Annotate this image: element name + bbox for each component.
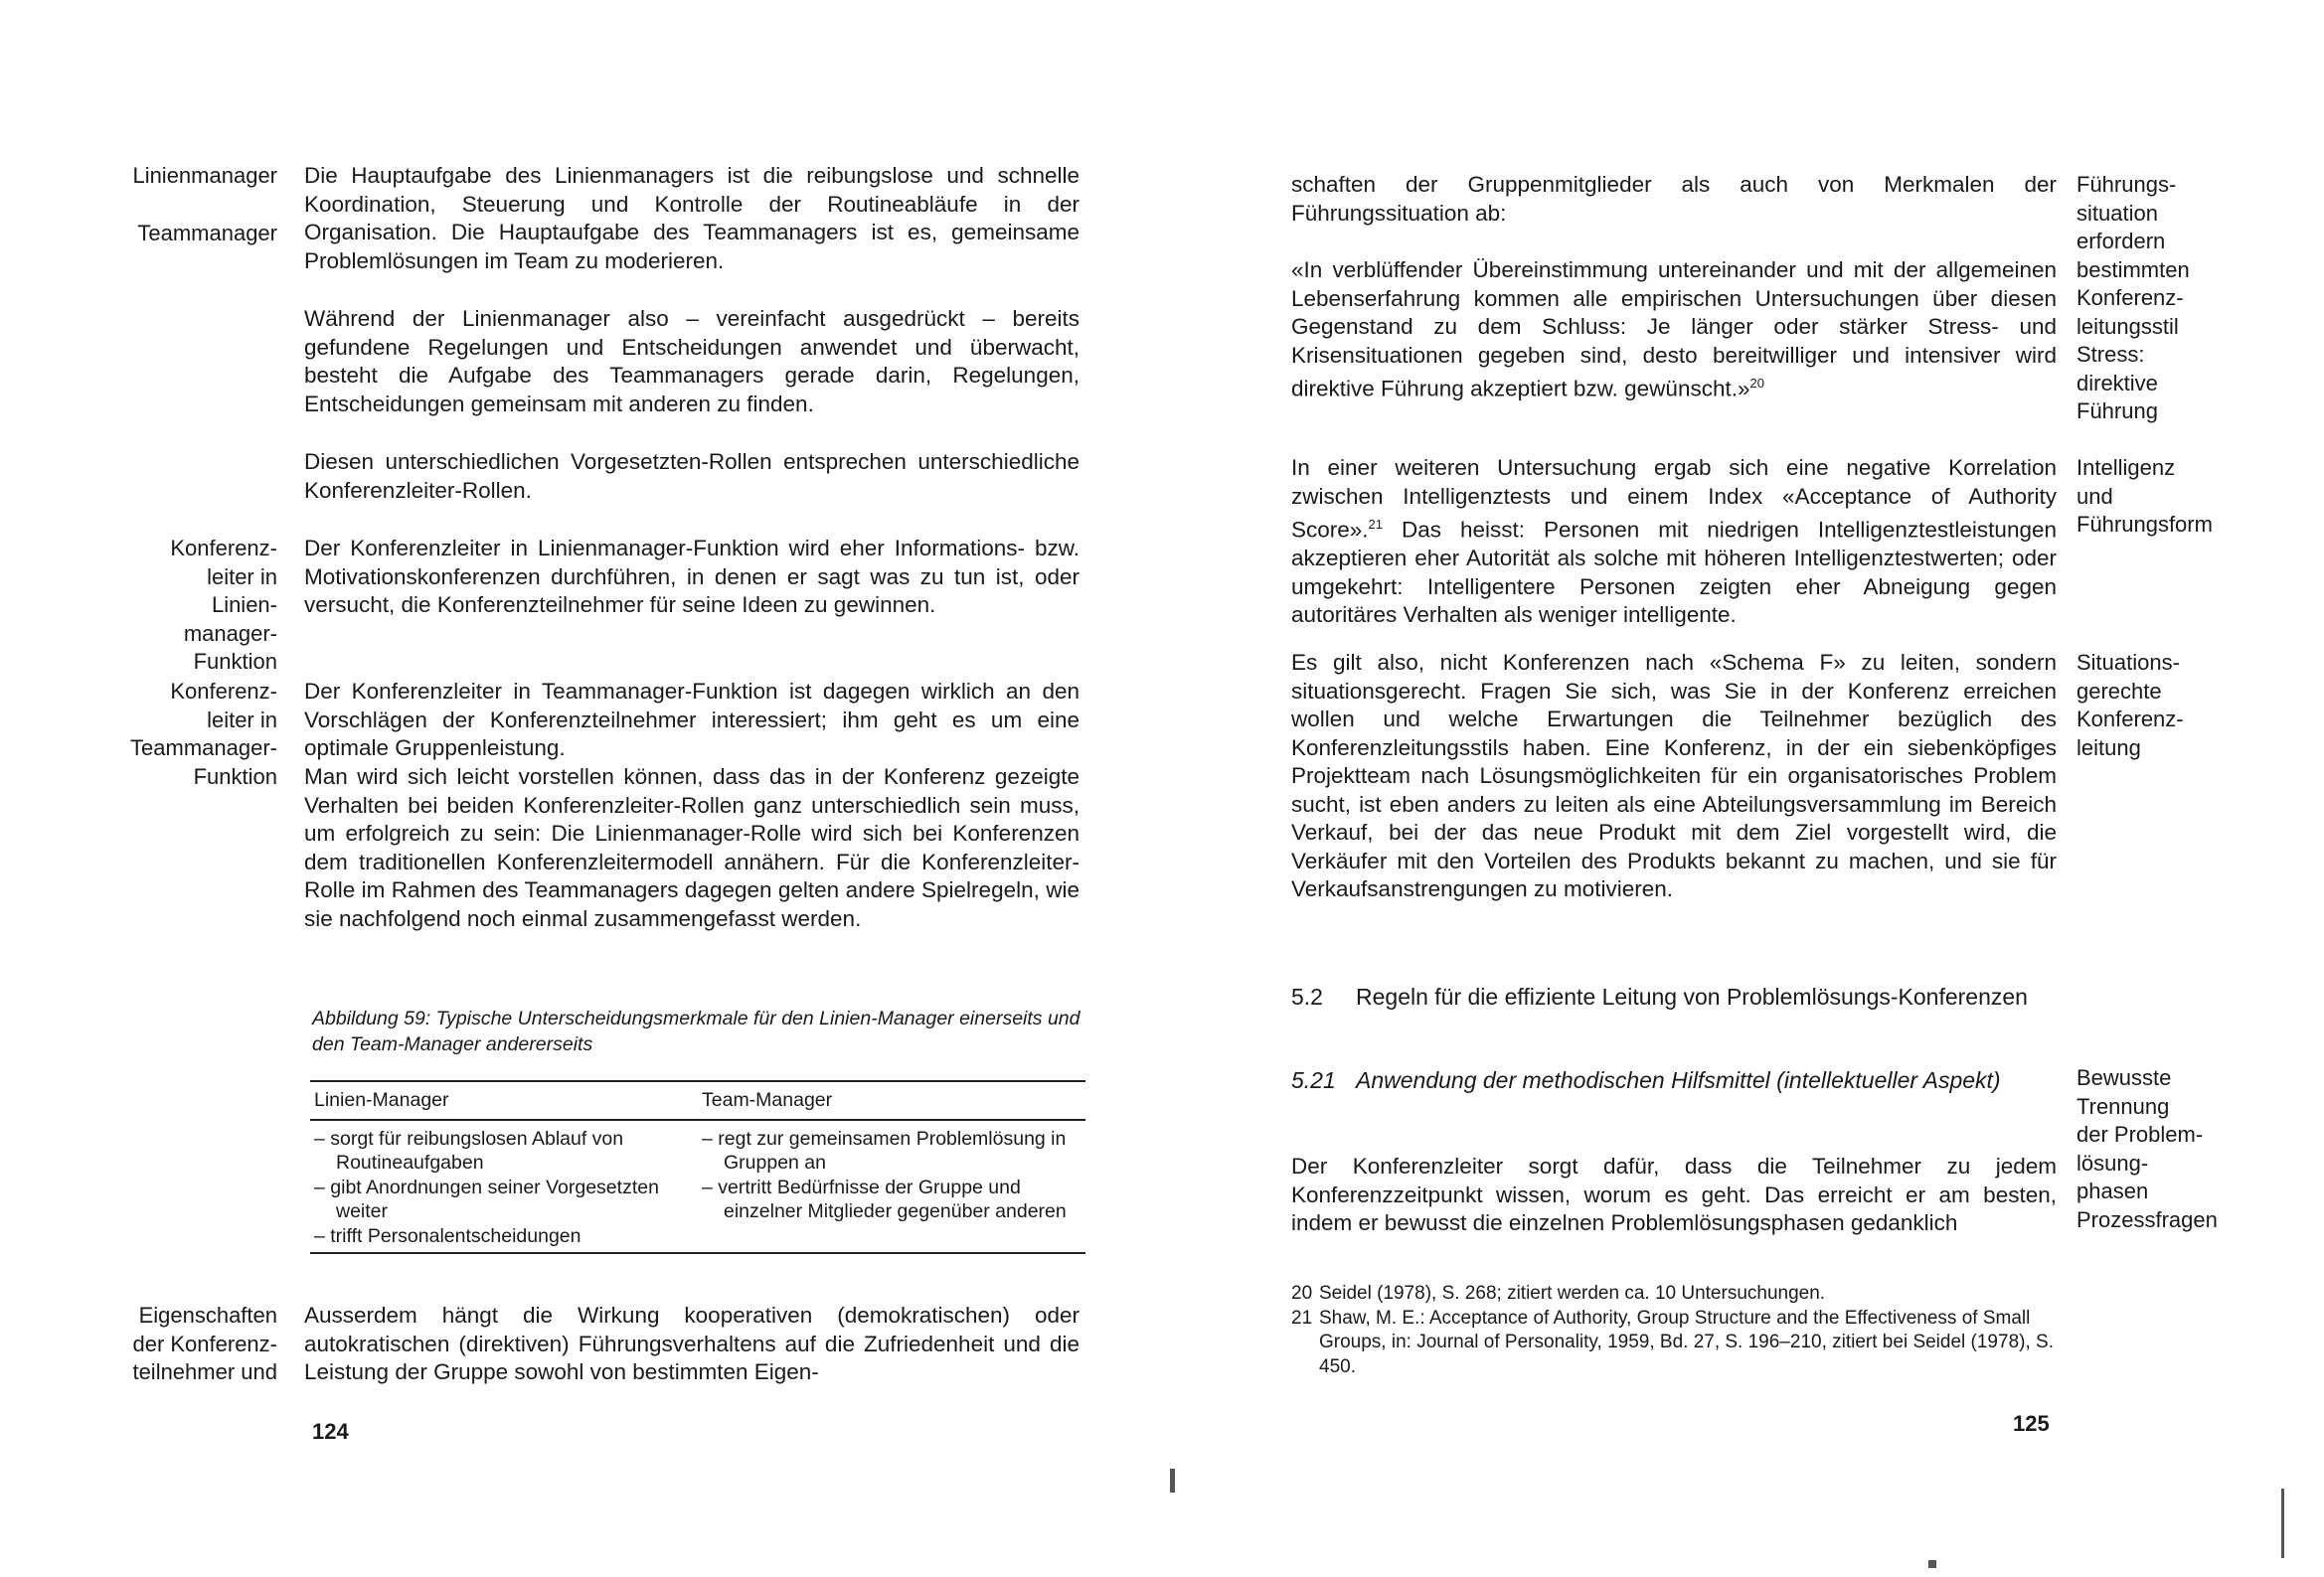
scan-speck <box>2281 1489 2284 1558</box>
figure-caption: Abbildung 59: Typische Unterscheidungsmerkmale für den Linien-Manager einerseits und den Team-Manager andererseits <box>312 1008 1080 1055</box>
list-item: – sorgt für reibungslosen Ablauf von Routineaufgaben <box>314 1127 694 1176</box>
list-item: – vertritt Bedürfnisse der Gruppe und einzelner Mitglieder gegenüber anderen <box>702 1176 1081 1224</box>
right-page <box>1162 0 2324 1577</box>
scan-speck <box>1928 1560 1936 1568</box>
footnote-ref-20: 20 <box>1749 376 1764 391</box>
paragraph-konferenzleiter-team: Der Konferenzleiter in Teammanager-Funktion ist dagegen wirklich an den Vorschlägen der Konferenzteilnehmer interessiert; ihm geht es um eine optimale Gruppenleistung. <box>304 679 1079 760</box>
margin-note-linienmanager: Linienmanager <box>132 163 277 188</box>
page-number: 124 <box>312 1419 349 1444</box>
margin-note-bewusste-trennung: Bewusste Trennung der Problem- lösung- phasen Prozessfragen <box>2076 1065 2218 1232</box>
table-header-linien: Linien-Manager <box>310 1081 698 1120</box>
table-cell-team <box>698 1120 1085 1254</box>
margin-note-konferenzleiter-linien: Konferenz- leiter in Linien- manager- Funktion <box>170 536 277 674</box>
footnote-text: Seidel (1978), S. 268; zitiert werden ca. 10 Untersuchungen. <box>1319 1283 1826 1304</box>
section-number: 5.2 <box>1291 984 1323 1010</box>
paragraph-waehrend: Während der Linienmanager also – vereinfacht ausgedrückt – bereits gefundene Regelungen und Entscheidungen anwendet und überwacht, besteht die Aufgabe des Teammanagers gerade darin, Regelungen, Entscheidungen gemeinsam mit anderen zu finden. <box>304 306 1079 416</box>
paragraph-hauptaufgabe: Die Hauptaufgabe des Linienmanagers ist die reibungslose und schnelle Koordination, Steuerung und Kontrolle der Routineabläufe in der Organisation. Die Hauptaufgabe des Teammanagers ist es, gemeinsame Problemlösungen im Team zu moderieren. <box>304 163 1079 273</box>
table-cell-linien <box>310 1120 698 1254</box>
comparison-table <box>310 1080 1085 1254</box>
list-item: – trifft Personalentscheidungen <box>314 1224 694 1249</box>
section-title: Regeln für die effiziente Leitung von Problemlösungs-Konferenzen <box>1356 984 2028 1010</box>
list-item: – gibt Anordnungen seiner Vorgesetzten weiter <box>314 1176 694 1224</box>
paragraph-untersuchung-part1: In einer weiteren Untersuchung ergab sich eine negative Korrelation zwischen Intelligenztests und einem Index «Acceptance of Authority Score». <box>1291 455 2057 543</box>
margin-note-situationsgerechte: Situations- gerechte Konferenz- leitung <box>2076 650 2184 760</box>
margin-note-eigenschaften: Eigenschaften der Konferenz- teilnehmer und <box>132 1303 277 1384</box>
paragraph-untersuchung <box>1291 454 2057 630</box>
table-row <box>310 1120 1085 1254</box>
margin-note-teammanager: Teammanager <box>137 221 277 245</box>
page-number: 125 <box>2013 1411 2050 1436</box>
paragraph-untersuchung-part2: Das heisst: Personen mit niedrigen Intelligenztestleistungen akzeptieren eher Autorität als solche mit höheren Intelligenztestwerten; oder umgekehrt: Intelligentere Personen zeigten eher Abneigung gegen autoritäres Verhalten als weniger intelligente. <box>1291 517 2057 627</box>
footnotes <box>1291 1282 2057 1379</box>
paragraph-schaften: schaften der Gruppenmitglieder als auch von Merkmalen der Führungssituation ab: <box>1291 172 2057 226</box>
subsection-number: 5.21 <box>1291 1067 1336 1093</box>
paragraph-schema-f: Es gilt also, nicht Konferenzen nach «Schema F» zu leiten, sondern situationsgerecht. Fragen Sie sich, was Sie in der Konferenz erreichen wollen und welche Erwartungen die Teilnehmer bezüglich des Konferenzleitungsstils haben. Eine Konferenz, in der ein siebenköpfiges Projektteam nach Lösungsmöglichkeiten für ein organisatorisches Problem sucht, ist eben anders zu leiten als eine Abteilungsversammlung im Bereich Verkauf, bei der das neue Produkt mit dem Ziel vorgestellt wird, die Verkäufer mit den Vorteilen des Produkts bekannt zu machen, und sie für Verkaufsanstrengungen zu motivieren. <box>1291 650 2057 901</box>
subsection-title: Anwendung der methodischen Hilfsmittel (intellektueller Aspekt) <box>1356 1067 2001 1093</box>
paragraph-konferenzleiter-sorgt: Der Konferenzleiter sorgt dafür, dass die Teilnehmer zu jedem Konferenzzeitpunkt wissen, worum es geht. Das erreicht er am besten, indem er bewusst die einzelnen Problemlösungsphasen gedanklich <box>1291 1154 2057 1235</box>
margin-note-fuehrungssituation: Führungs- situation erfordern bestimmten Konferenz- leitungsstil Stress: direktive Führung <box>2076 172 2190 423</box>
paragraph-konferenzleiter-linien: Der Konferenzleiter in Linienmanager-Funktion wird eher Informations- bzw. Motivationskonferenzen durchführen, in denen er sagt was zu tun ist, oder versucht, die Konferenzteilnehmer für seine Ideen zu gewinnen. <box>304 536 1079 617</box>
paragraph-zitat-seidel <box>1291 256 2057 403</box>
paragraph-ausserdem: Ausserdem hängt die Wirkung kooperativen (demokratischen) oder autokratischen (direktiven) Führungsverhaltens auf die Zufriedenheit und die Leistung der Gruppe sowohl von bestimmten Eigen- <box>304 1303 1079 1384</box>
margin-note-intelligenz: Intelligenz und Führungsform <box>2076 455 2213 537</box>
footnote-text: Shaw, M. E.: Acceptance of Authority, Group Structure and the Effectiveness of Small Groups, in: Journal of Personality, 1959, Bd. 27, S. 196–210, zitiert bei Seidel (1978), S. 450. <box>1319 1307 2054 1377</box>
list-item: – regt zur gemeinsamen Problemlösung in Gruppen an <box>702 1127 1081 1176</box>
footnote-20 <box>1291 1282 2057 1307</box>
margin-note-konferenzleiter-team: Konferenz- leiter in Teammanager- Funktion <box>130 679 277 789</box>
scan-speck <box>1170 1469 1175 1493</box>
paragraph-vorgesetzten-rollen: Diesen unterschiedlichen Vorgesetzten-Rollen entsprechen unterschiedliche Konferenzleiter-Rollen. <box>304 449 1079 503</box>
footnote-ref-21: 21 <box>1368 517 1384 532</box>
footnote-21 <box>1291 1307 2057 1380</box>
paragraph-verhalten: Man wird sich leicht vorstellen können, dass das in der Konferenz gezeigte Verhalten bei beiden Konferenzleiter-Rollen ganz unterschiedlich sein muss, um erfolgreich zu sein: Die Linienmanager-Rolle wird sich bei Konferenzen dem traditionellen Konferenzleitermodell annähern. Für die Konferenzleiter-Rolle im Rahmen des Teammanagers dagegen gelten andere Spielregeln, wie sie nachfolgend noch einmal zusammengefasst werden. <box>304 764 1079 931</box>
footnote-number: 21 <box>1291 1307 1313 1329</box>
quote-text: «In verblüffender Übereinstimmung untereinander und mit der allgemeinen Lebenserfahrung kommen alle empirischen Untersuchungen über diesen Gegenstand zu dem Schluss: Je länger oder stärker Stress- und Krisensituationen gegeben sind, desto bereitwilliger und intensiver wird direktive Führung akzeptiert bzw. gewünscht.» <box>1291 257 2057 401</box>
table-header-team: Team-Manager <box>698 1081 1085 1120</box>
footnote-number: 20 <box>1291 1283 1313 1304</box>
